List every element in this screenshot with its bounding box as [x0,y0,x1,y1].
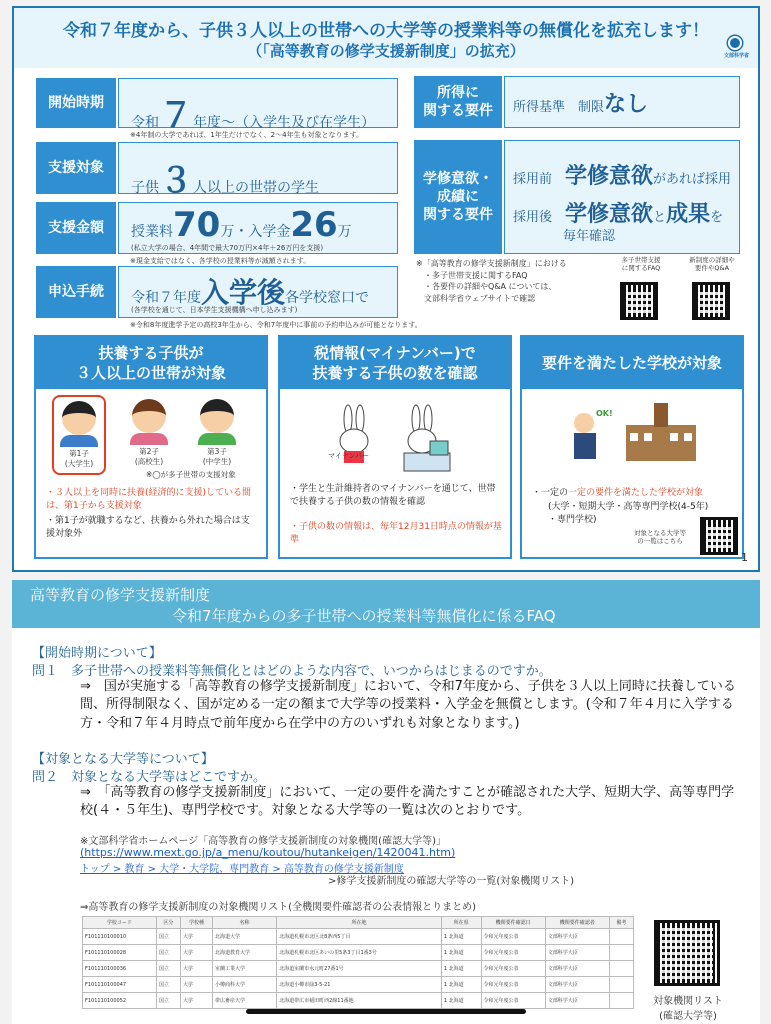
table-cell: 文部科学大臣 [545,961,609,977]
table-cell: 文部科学大臣 [545,977,609,993]
note-application: ※令和8年度進学予定の高校3年生から、令和7年度中に事前の予約申込みが可能となります。 [130,321,422,329]
study-r1-post: があれば採用 [653,172,732,187]
table-header: 学校コード [83,917,157,929]
reference-url-link[interactable]: (https://www.mext.go.jp/a_menu/koutou/hutankeigen/1420041.htm) [80,846,456,859]
table-header: 所在県 [441,917,481,929]
qr2-caption: 新制度の詳細や 要件やQ&A [689,256,735,273]
list-title: ⇒高等教育の修学支援新制度の対象機関リスト(全機関要件確認者の公表情報とりまとめ) [80,902,476,913]
panel3-bullet-1-sub: (大学・短期大学・高等専門学校(4-5年) ・専門学校) [548,502,709,525]
table-cell: 北海道札幌市北区あいの里5条3丁目1番3号 [277,945,442,961]
note-support-amount: ※現金支給ではなく、各学校の授業料等が減額されます。 [130,257,311,265]
ok-text: OK! [596,409,613,418]
slide-faq [12,580,760,1024]
table-cell: 令和元年度公表 [481,961,545,977]
child-face-icon [62,401,96,435]
circle-note: ※◯が多子世帯の支援対象 [146,470,236,479]
table-cell: 令和元年度公表 [481,929,545,945]
child-2 [122,399,176,467]
reference-breadcrumb-link[interactable]: トップ > 教育 > 大学・大学院、専門教育 > 高等教育の修学支援新制度 [80,864,404,875]
slide-title [14,8,758,68]
amount-big: 70 [173,205,221,245]
table-cell: 大学 [180,961,212,977]
table-cell: 室蘭工業大学 [212,961,276,977]
label-income: 所得に 関する要件 [414,76,502,128]
title-line-2: （「高等教育の修学支援新制度」の拡充） [247,42,525,60]
qr-code-details-icon[interactable] [692,282,730,320]
value-study [504,140,740,254]
table-cell: F101110100028 [83,945,157,961]
table-cell: 令和元年度公表 [481,993,545,1009]
table-cell: F101110100036 [83,961,157,977]
child-body-icon [60,435,98,447]
table-cell [609,929,633,945]
child-3-label: 第3子 (中学生) [202,447,232,466]
panel1-bullet-1: ・３人以上を同時に扶養(経済的に支援)している間は、第1子から支援対象 [46,488,252,511]
section-start: 【開始時期について】 [32,646,162,661]
apply-post: 各学校窓口で [285,290,370,306]
mascot-caption: マイナンバー [328,452,370,460]
study-r1-pre: 採用前 [513,172,553,187]
table-cell: 国立 [156,945,180,961]
note-start-period: ※4年制の大学であれば、1年生だけでなく、2～4年生も対象となります。 [130,131,363,139]
table-cell: 北海道小樽市緑3-5-21 [277,977,442,993]
label-study: 学修意欲・ 成績に 関する要件 [414,140,502,254]
panel-three-children [34,335,268,559]
target-big: ３ [159,161,193,201]
study-r2-mid: と [653,210,667,225]
table-cell: 北海道室蘭市水元町27番1号 [277,961,442,977]
panel1-bullet-2-text: 第1子が就職するなど、扶養から外れた場合は支援対象外 [46,516,250,539]
faq-note-line: ・多子世帯支援に関するFAQ [424,270,528,280]
amount-mid: 万・入学金 [220,224,291,240]
question-1: 問１ 多子世帯への授業料等無償化とはどのような内容で、いつからはじまるのですか。 [32,664,552,679]
answer-1: ⇒ 国が実施する「高等教育の修学支援新制度」において、令和7年度から、子供を３人以上同時に扶養している間、所得制限なく、国が定める一定の額まで大学等の授業料・入学金を無償とします。(令和７年４月に入学する方・令和７年４月時点で前年度から在学中の方のいずれも対象となります。) [80,679,736,731]
value-application [118,266,398,318]
panel3-qr-caption: 対象となる大学等 の一覧はこちら [634,529,686,546]
table-cell: 1 北海道 [441,945,481,961]
child-face-icon [200,399,234,433]
label-support-target: 支援対象 [36,142,116,194]
panel2-bullet-1-text: 学生と生計維持者のマイナンバーを通じて、世帯で扶養する子供の数の情報を確認 [290,484,496,507]
table-cell: 小樽商科大学 [212,977,276,993]
table-cell: 1 北海道 [441,977,481,993]
table-header: 区分 [156,917,180,929]
start-big: ７ [159,96,193,136]
value-income [504,76,740,128]
label-start-period: 開始時期 [36,78,116,128]
faq-header-1: 高等教育の修学支援新制度 [30,586,211,604]
qr-code-institution-list-icon[interactable] [654,920,720,986]
table-cell: 1 北海道 [441,961,481,977]
mext-logo [724,36,750,59]
study-r1-big: 学修意欲 [565,164,654,189]
slide-overview [12,6,760,572]
table-cell: 文部科学大臣 [545,993,609,1009]
amount-pre: 授業料 [131,224,173,240]
title-line-1: 令和７年度から、子供３人以上の世帯への大学等の授業料等の無償化を拡充します！ [63,21,709,41]
table-cell: F101110100010 [83,929,157,945]
table-header: 所在地 [277,917,442,929]
table-header-row [83,917,634,929]
table-row [83,993,634,1009]
panel1-bullet-2: ・第1子が就職するなど、扶養から外れた場合は支援対象外 [46,516,250,539]
reference-1: ※文部科学省ホームページ「高等教育の修学支援新制度の対象機関(確認大学等)」 [80,836,446,847]
table-cell: 1 北海道 [441,929,481,945]
panel2-header: 税情報(マイナンバー)で 扶養する子供の数を確認 [280,337,510,389]
question-2: 問２ 対象となる大学等はどこですか。 [32,770,267,785]
table-cell: 国立 [156,993,180,1009]
reference-breadcrumb-2: >修学支援新制度の確認大学等の一覧(対象機関リスト) [328,876,574,887]
table-cell [609,993,633,1009]
table-qr-caption: 対象機関リスト (確認大学等) [653,996,723,1022]
child-body-icon [130,433,168,445]
table-cell: 国立 [156,961,180,977]
table-cell: 大学 [180,945,212,961]
panel1-header: 扶養する子供が ３人以上の世帯が対象 [36,337,266,389]
amount-big2: 26 [290,205,338,245]
institution-table [82,916,634,1009]
table-cell: 北海道札幌市北区北8条西5丁目 [277,929,442,945]
table-cell: 北海道大学 [212,929,276,945]
table-row [83,929,634,945]
panel3-bullet-1: ・一定の一定の要件を満たした学校が対象 [532,488,704,498]
panel3-header: 要件を満たした学校が対象 [522,337,742,389]
study-r2-big: 学修意欲 [565,202,654,227]
panel2-bullet-1: ・学生と生計維持者のマイナンバーを通じて、世帯で扶養する子供の数の情報を確認 [290,484,496,507]
faq-note-line: ※「高等教育の修学支援新制度」における [416,259,567,268]
section-target: 【対象となる大学等について】 [32,752,214,767]
panel3-bullet-1-text: 一定の要件を満たした学校が対象 [568,488,704,498]
table-row [83,977,634,993]
panel1-bullet-1-text: ３人以上を同時に扶養(経済的に支援)している間は、第1子から支援対象 [46,488,252,511]
table-row [83,961,634,977]
child-1-label: 第1子 (大学生) [64,449,94,468]
faq-note-line: ・各要件の詳細やQ&A については、 [424,282,557,292]
table-cell: F101110100052 [83,993,157,1009]
child-body-icon [198,433,236,445]
table-header: 名称 [212,917,276,929]
page-number: 1 [741,551,748,564]
child-face-icon [132,399,166,433]
income-big: なし [604,92,649,117]
child-3 [190,399,244,467]
table-header: 備考 [609,917,633,929]
answer-2: ⇒ 「高等教育の修学支援新制度」において、一定の要件を満たすことが確認された大学、短期大学、高等専門学校(４・５年生)、専門学校です。対象となる大学等の一覧は次のとおりです。 [80,785,735,819]
table-row [83,945,634,961]
table-cell: 国立 [156,929,180,945]
table-header: 機関要件確認日 [481,917,545,929]
logo-text: 文部科学省 [724,53,750,59]
study-r2-pre: 採用後 [513,210,553,225]
target-post: 人以上の世帯の学生 [193,180,319,196]
faq-note-line: 文部科学省ウェブサイトで確認 [424,293,536,303]
table-cell: 帯広畜産大学 [212,993,276,1009]
faq-header [12,580,760,628]
table-header: 機関要件確認者 [545,917,609,929]
faq-note [416,258,604,304]
table-cell: 北海道帯広市稲田町西2線11番地 [277,993,442,1009]
panel-my-number [278,335,512,559]
panel2-bullet-2: ・子供の数の情報は、毎年12月31日時点の情報が基準 [290,522,502,545]
target-pre: 子供 [131,180,159,196]
school-building-icon [566,397,706,467]
mascot-illustration-icon [320,397,470,477]
study-r2-big2: 成果 [666,202,711,227]
label-support-amount: 支援金額 [36,202,116,254]
qr-code-school-list-icon[interactable] [700,517,738,555]
child-1 [52,395,106,475]
table-cell [609,977,633,993]
table-cell [609,961,633,977]
start-post: 年度～（入学生及び在学生） [193,115,375,131]
table-cell: 文部科学大臣 [545,929,609,945]
table-cell: 北海道教育大学 [212,945,276,961]
table-cell: F101110100047 [83,977,157,993]
label-application: 申込手続 [36,266,116,318]
table-cell [609,945,633,961]
start-pre: 令和 [131,115,159,131]
table-header: 学校種 [180,917,212,929]
table-cell: 文部科学大臣 [545,945,609,961]
qr1-caption: 多子世帯支援 に関するFAQ [621,256,661,273]
study-r2-post: を [710,210,724,225]
qr-code-faq-icon[interactable] [620,282,658,320]
apply-pre: 令和７年度 [131,290,201,306]
child-2-label: 第2子 (高校生) [134,447,164,466]
amount-sub: (私立大学の場合、4年間で最大70万円×4年＋26万円を支援) [131,244,324,252]
home-indicator[interactable] [246,1009,526,1014]
table-cell: 令和元年度公表 [481,945,545,961]
apply-big: 入学後 [201,276,286,309]
value-support-amount [118,202,398,254]
value-support-target [118,142,398,201]
table-cell: 大学 [180,993,212,1009]
apply-sub: (各学校を通じて、日本学生支援機構へ申し込みます) [131,306,298,314]
income-pre: 所得基準 制限 [513,100,605,115]
table-cell: 国立 [156,977,180,993]
study-r2-line2: 毎年確認 [563,229,616,244]
mext-emblem-icon [728,36,742,50]
table-cell: 大学 [180,977,212,993]
table-cell: 1 北海道 [441,993,481,1009]
panel2-bullet-2-text: 子供の数の情報は、毎年12月31日時点の情報が基準 [290,522,502,545]
table-cell: 令和元年度公表 [481,977,545,993]
table-cell: 大学 [180,929,212,945]
faq-header-2: 令和7年度からの多子世帯への授業料等無償化に係るFAQ [172,607,556,625]
panel-eligible-school [520,335,744,559]
amount-post: 万 [337,224,352,240]
